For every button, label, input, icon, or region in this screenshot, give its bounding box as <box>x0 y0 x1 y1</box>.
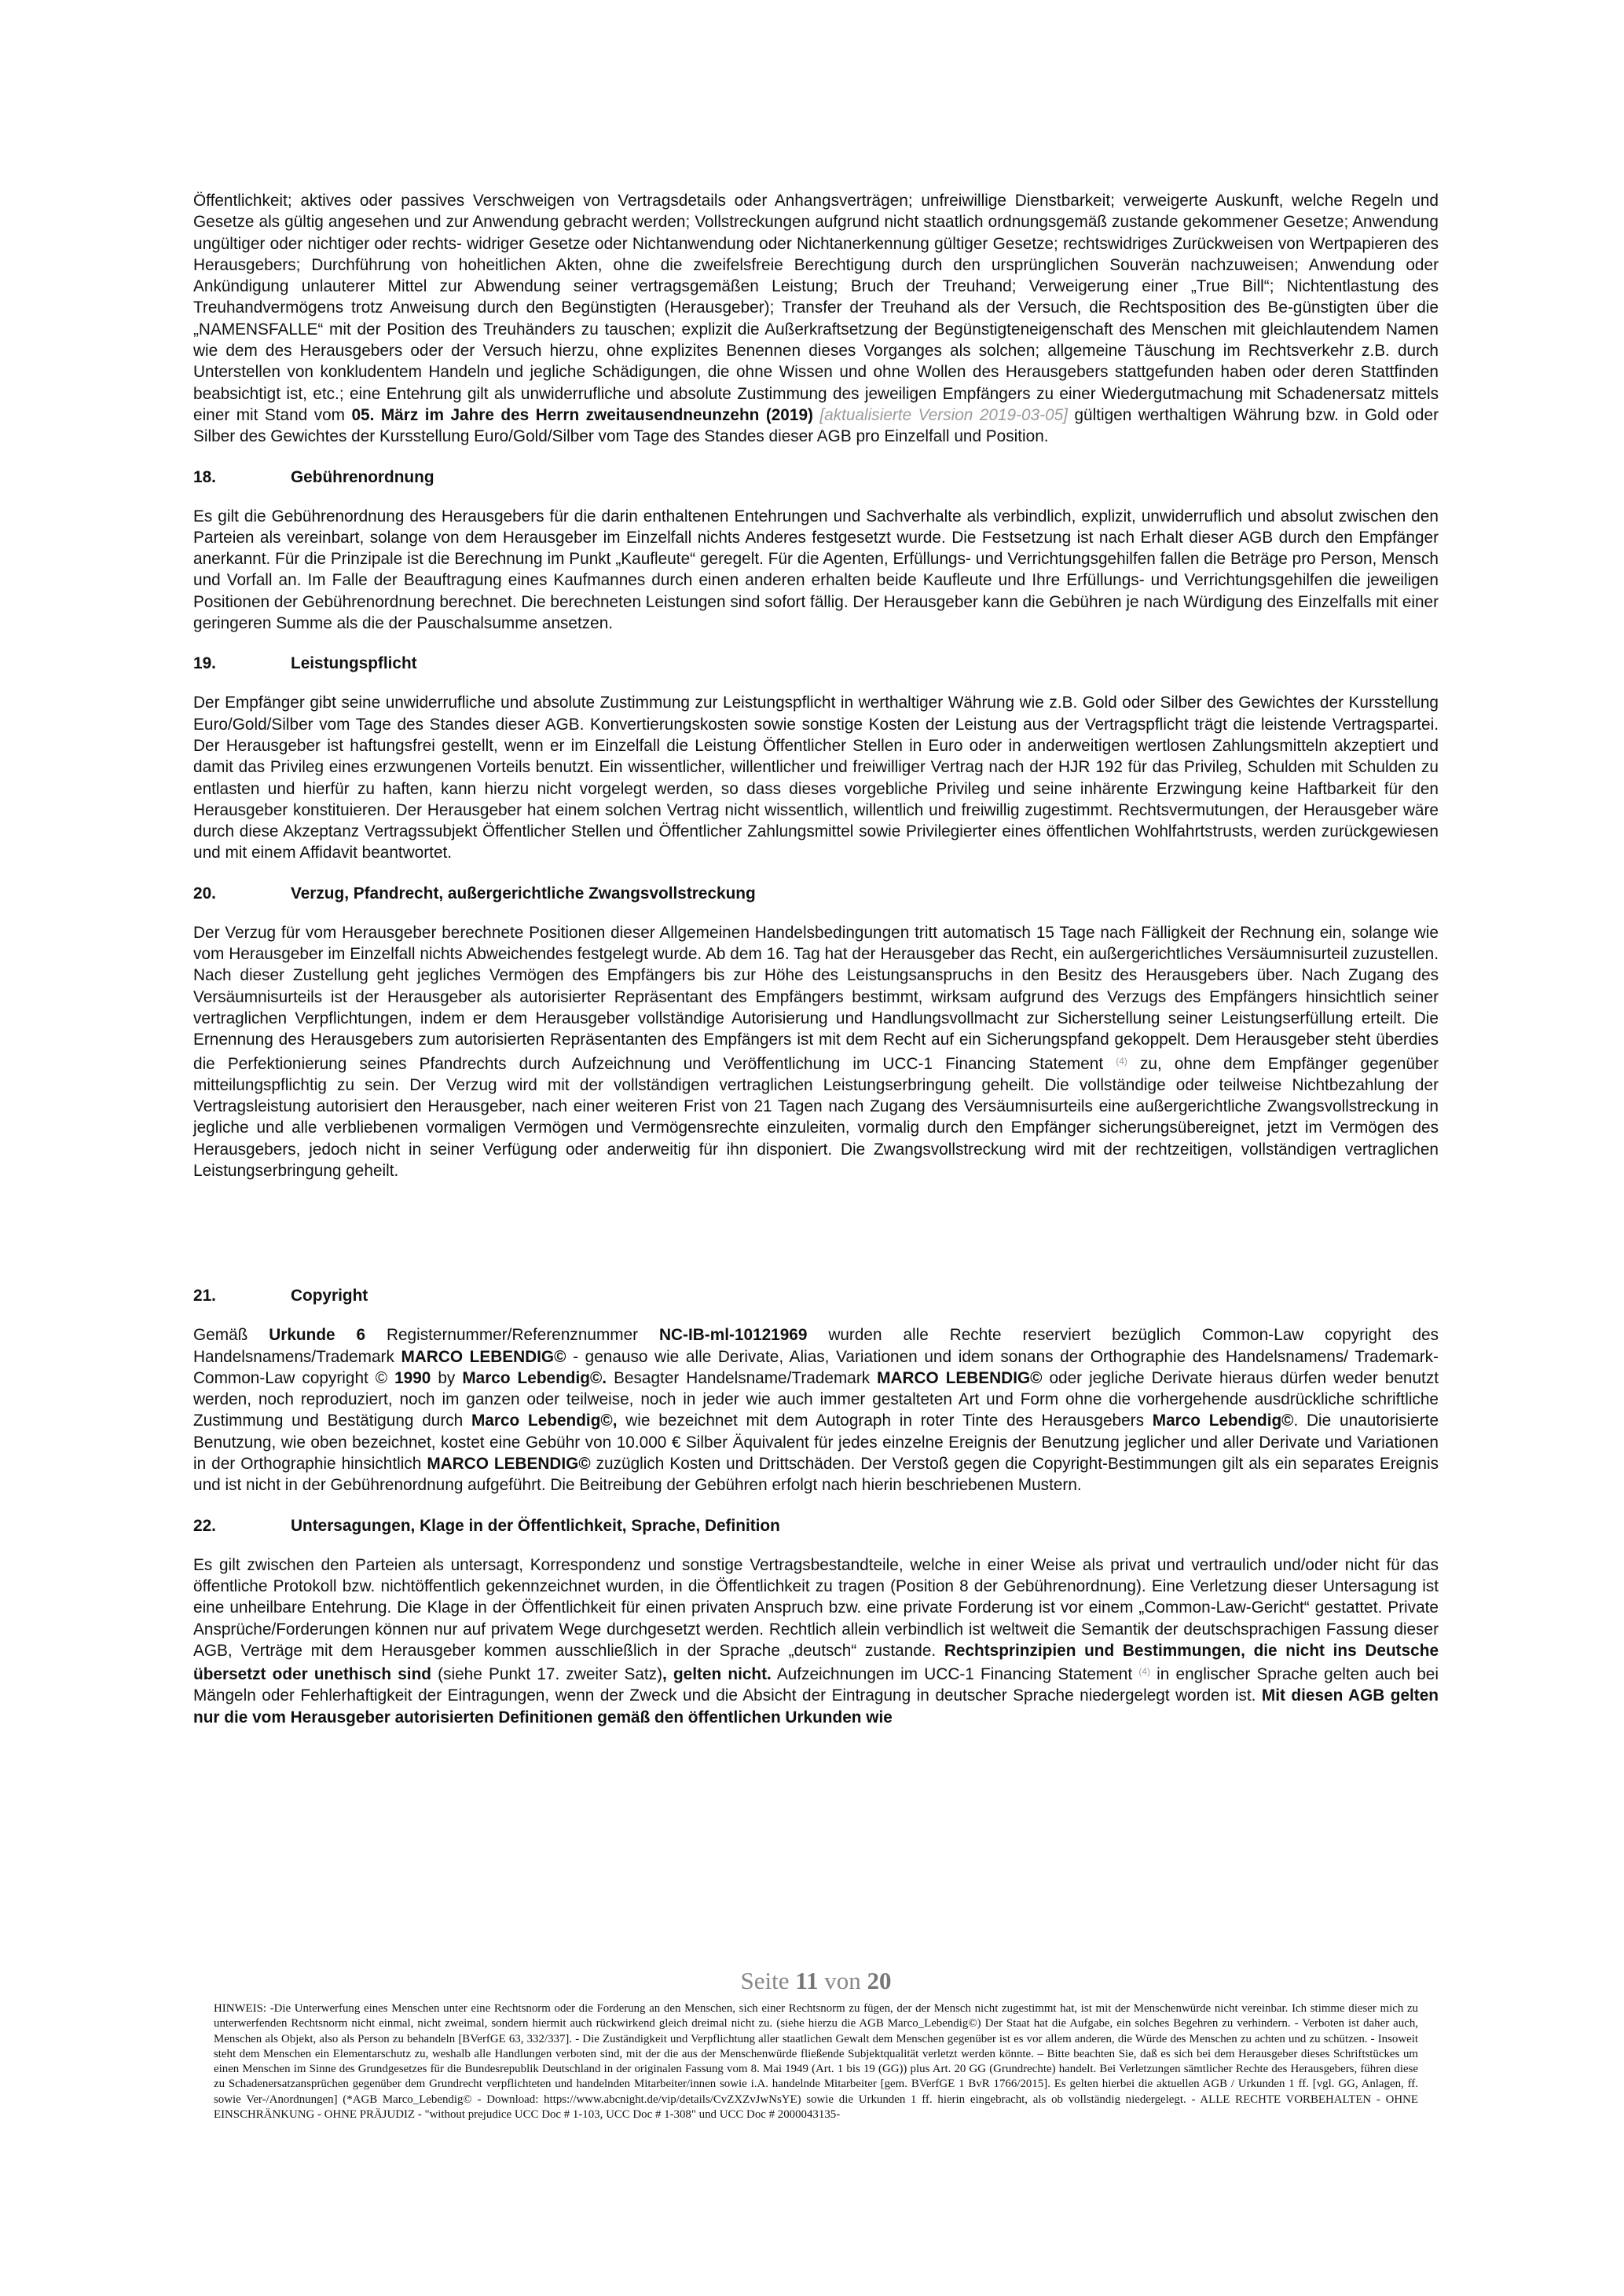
section-heading-21 <box>193 1285 1439 1306</box>
section-heading-22 <box>193 1515 1439 1536</box>
section-title: Gebührenordnung <box>291 467 434 486</box>
total-pages: 20 <box>867 1967 892 1994</box>
emphasis-text: Mit diesen AGB gelten nur die vom Herausgeber autorisierten Definitionen gemäß den öffentlichen Urkunden wie <box>193 1686 1439 1727</box>
footnote-marker: (4) <box>1116 1055 1127 1067</box>
trademark-name: Marco Lebendig©, <box>471 1412 618 1430</box>
paragraph-text: Der Verzug für vom Herausgeber berechnete Positionen dieser Allgemeinen Handelsbedingungen tritt automatisch 15 Tage nach Fälligkeit der Rechnung ein, solange wie vom Herausgeber im Einzelfall nichts Abweichendes festgelegt wurde. Ab dem 16. Tag hat der Herausgeber das Recht, ein außergerichtliches Versäumnisurteil zuzustellen. Nach dieser Zustellung geht jegliches Vermögen des Empfängers bis zur Höhe des Leistungsanspruchs in den Besitz des Herausgebers über. Nach Zugang des Versäumnisurteils ist der Herausgeber als autorisierter Repräsentant des Empfängers bestimmt, wirksam aufgrund des Verzugs des Empfängers hinsichtlich seiner vertraglichen Verpflichtungen, indem er dem Herausgeber vollständige Autorisierung und Handlungsvollmacht zur Sicherstellung seiner Leistungserfüllung erteilt. Die Ernennung des Herausgebers zum autorisierten Repräsentanten des Empfängers ist mit dem Recht auf ein Sicherungspfand gekoppelt. Dem Herausgeber steht überdies die Perfektionierung seines Pfandrechts durch Aufzeichnung und Veröffentlichung im UCC-1 Financing Statement <box>193 923 1439 1073</box>
paragraph-19: Der Empfänger gibt seine unwiderrufliche und absolute Zustimmung zur Leistungspflicht in werthaltiger Währung wie z.B. Gold oder Silber des Gewichtes der Kursstellung Euro/Gold/Silber vom Tage des Standes dieser AGB. Konvertierungskosten sowie sonstige Kosten der Leistung aus der Vertragspflicht trägt die leistende Vertragspartei. Der Herausgeber ist haftungsfrei gestellt, wenn er im Einzelfall die Leistung Öffentlicher Stellen in Euro oder in anderweitigen wertlosen Zahlungsmitteln akzeptiert und damit das Privileg eines erzwungenen Vorteils benutzt. Ein wissentlicher, willentlicher und freiwilliger Vertrag nach der HJR 192 für das Privileg, Schulden mit Schulden zu entlasten und hierfür zu haften, kann hierzu nicht vorgelegt werden, so dass dieses vorgebliche Privileg und seine inhärente Erzwingung keine Haftbarkeit für den Herausgeber konstituieren. Der Herausgeber hat einem solchen Vertrag nicht wissentlich, willentlich und freiwillig zugestimmt. Rechtsvermutungen, der Herausgeber wäre durch diese Akzeptanz Vertragssubjekt Öffentlicher Stellen und Öffentlicher Zahlungsmittel sowie Privilegierter eines öffentlichen Wohlfahrtstrusts, werden zurückgewiesen und mit einem Affidavit beantwortet. <box>193 694 1439 862</box>
paragraph-text: (siehe Punkt 17. zweiter Satz) <box>431 1665 662 1684</box>
section-title: Verzug, Pfandrecht, außergerichtliche Zwangsvollstreckung <box>291 884 756 903</box>
trademark-name: Marco Lebendig©. <box>462 1368 607 1387</box>
paragraph-text: zuzüglich Kosten und Drittschäden. Der Verstoß gegen die Copyright-Bestimmungen gilt als ein separates Ereignis und ist nicht in der Gebührenordnung aufgeführt. Die Beitreibung der Gebühren erfolgt nach hierin beschriebenen Mustern. <box>193 1455 1439 1495</box>
paragraph-text: zu, ohne dem Empfänger gegenüber mitteilungspflichtig zu sein. Der Verzug wird mit der vollständigen vertraglichen Leistungserbringung geheilt. Die vollständige oder teilweise Nichtbezahlung der Vertragsleistung autorisiert den Herausgeber, nach einer weiteren Frist von 21 Tagen nach Zugang des Versäumnisurteils eine außergerichtliche Zwangsvollstreckung in jegliche und alle verbliebenen vormaligen Vermögen und Vermögensrechte einzuleiten, vormalig durch den Empfänger sicherungsübereignet, jetzt im Vermögen des Herausgebers, jedoch nicht in seiner Verfügung oder anderweitig für ihn disponiert. Die Zwangsvollstreckung wird mit der rechtzeitigen, vollständigen vertraglichen Leistungserbringung geheilt. <box>193 1054 1439 1180</box>
paragraph-text: oder jegliche Derivate hieraus dürfen weder benutzt werden, noch reproduziert, noch im ganzen oder teilweise, noch in jeder wie auch immer gestalteten Art und Form ohne die vorhergehende ausdrückliche schriftliche Zustimmung und Bestätigung durch <box>193 1368 1439 1430</box>
trademark-name: MARCO LEBENDIG© <box>427 1455 591 1474</box>
paragraph-text: - genauso wie alle Derivate, Alias, Variationen und idem sonans der Orthographie des Handelsnamens/ Trademark-Common-Law copyright © <box>193 1347 1439 1387</box>
paragraph-text: Gemäß <box>193 1326 269 1345</box>
section-title: Leistungspflicht <box>291 654 417 673</box>
paragraph-text: in englischer Sprache gelten auch bei Mängeln oder Fehlerhaftigkeit der Eintragungen, wenn der Zweck und die Absicht der Eintragung in deutscher Sprache niedergelegt worden ist. <box>193 1665 1439 1705</box>
section-heading-20 <box>193 883 1439 904</box>
section-title: Copyright <box>291 1287 368 1305</box>
section-heading-18 <box>193 467 1439 488</box>
paragraph-17-continuation <box>193 190 1439 448</box>
trademark-name: MARCO LEBENDIG© <box>877 1368 1043 1387</box>
page-separator: von <box>824 1967 861 1994</box>
copyright-year: 1990 <box>394 1368 431 1387</box>
section-heading-19 <box>193 653 1439 674</box>
page-number <box>214 1967 1418 1995</box>
section-number: 18. <box>193 467 216 486</box>
paragraph-22 <box>193 1554 1439 1728</box>
paragraph-text: Aufzeichnungen im UCC-1 Financing Statement <box>771 1665 1133 1684</box>
section-number: 22. <box>193 1516 216 1535</box>
paragraph-text: wurden alle Rechte reserviert bezüglich Common-Law copyright des Handelsnamens/Trademark <box>193 1326 1439 1366</box>
trademark-name: Marco Lebendig© <box>1152 1412 1294 1430</box>
paragraph-text: by <box>431 1368 463 1387</box>
paragraph-20 <box>193 922 1439 1182</box>
section-number: 19. <box>193 654 216 673</box>
paragraph-text: Registernummer/Referenznummer <box>365 1326 660 1345</box>
paragraph-text: . Die unautorisierte Benutzung, wie oben bezeichnet, kostet eine Gebühr von 10.000 € Silber Äquivalent für jedes einzelne Ereignis der Benutzung jeglicher und aller Derivate und Variationen in der Orthographie hinsichtlich <box>193 1412 1439 1474</box>
paragraph-text: Öffentlichkeit; aktives oder passives Verschweigen von Vertragsdetails oder Anhangsverträgen; unfreiwillige Dienstbarkeit; verweigerte Auskunft, welche Regeln und Gesetze als gültig angesehen und zur Anwendung gebracht werden; Vollstreckungen aufgrund nicht staatlich ordnungsgemäß zustande gekommener Gesetze; Anwendung ungültiger oder nichtiger oder rechts- widriger Gesetze oder Nichtanwendung oder Nichtanerkennung gültiger Gesetze; rechtswidriges Zurückweisen von Wertpapieren des Herausgebers; Durchführung von hoheitlichen Akten, ohne die zweifelsfreie Berechtigung durch den ursprünglichen Souverän nachzuweisen; Anwendung oder Ankündigung unlauterer Mittel zur Abwendung seiner vertragsgemäßen Leistung; Bruch der Treuhand; Verweigerung einer „True Bill“; Nichtentlastung des Treuhandvermögens trotz Anweisung durch den Begünstigten (Herausgeber); Transfer der Treuhand als der Versuch, die Rechtsposition des Be-günstigten über die „NAMENSFALLE“ mit der Position des Treuhänders zu tauschen; explizit die Außerkraftsetzung der Begünstigteneigenschaft des Menschen mit gleichlautendem Namen wie dem des Herausgebers oder der Versuch hierzu, ohne explizites Benennen dieses Vorganges als solchen; allgemeine Täuschung im Rechtsverkehr z.B. durch Unterstellen von konkludentem Handeln und jegliche Schädigungen, die ohne Wissen und ohne Wollen des Herausgebers stattgefunden haben oder deren Stattfinden beabsichtigt ist, etc.; eine Entehrung gilt als unwiderrufliche und absolute Zustimmung des jeweiligen Empfängers zu einer Wiedergutmachung mit Schadenersatz mittels einer mit Stand vom <box>193 192 1439 424</box>
trademark-name: MARCO LEBENDIG© <box>401 1347 566 1366</box>
paragraph-21 <box>193 1324 1439 1496</box>
paragraph-text: gültigen werthaltigen Währung bzw. in Gold oder Silber des Gewichtes der Kursstellung Euro/Gold/Silber vom Tage des Standes dieser AGB pro Einzelfall und Position. <box>193 405 1439 446</box>
document-reference: Urkunde 6 <box>269 1326 366 1345</box>
page-label: Seite <box>740 1967 790 1994</box>
section-number: 21. <box>193 1287 216 1305</box>
page-content <box>193 190 1439 1728</box>
paragraph-text: Besagter Handelsname/Trademark <box>607 1368 878 1387</box>
register-number: NC-IB-ml-10121969 <box>659 1326 808 1345</box>
date-emphasis: 05. März im Jahre des Herrn zweitausendneunzehn (2019) <box>351 405 813 424</box>
page-footer <box>214 1967 1418 2122</box>
emphasis-text: , gelten nicht. <box>662 1665 772 1684</box>
legal-notice: HINWEIS: -Die Unterwerfung eines Menschen unter eine Rechtsnorm oder die Forderung an den Menschen, sich einer Rechtsnorm zu fügen, der der Mensch nicht zugestimmt hat, ist mit der Menschenwürde nicht vereinbar. Ich stimme dieser mich zu unterwerfenden Rechtsnorm nicht einmal, nicht zweimal, sondern hiermit auch rückwirkend gleich dreimal nicht zu. (siehe hierzu die AGB Marco_Lebendig©) Der Staat hat die Aufgabe, ein solches Begehren zu verhindern. - Verboten ist daher auch, Menschen als Objekt, also als Person zu behandeln [BVerfGE 63, 332/337]. - Die Zuständigkeit und Verpflichtung aller staatlichen Gewalt dem Menschen gegenüber ist es vor allem anderen, die Würde des Menschen zu achten und zu schützen. - Insoweit steht dem Menschen ein Elementarschutz zu, weshalb alle Handlungen verboten sind, mit der die aus der Menschenwürde fließende Subjektqualität verletzt werden könnte. – Bitte beachten Sie, daß es sich bei dem Herausgeber dieses Schriftstückes um einen Menschen im Sinne des Grundgesetzes für die Bundesrepublik Deutschland in der originalen Fassung vom 8. Mai 1949 (Art. 1 bis 19 (GG)) plus Art. 20 GG (Grundrechte) handelt. Bei Verletzungen sämtlicher Rechte des Herausgebers, führen diese zu Schadenersatzansprüchen gegenüber dem Grundrecht verpflichteten und handelnden Mitarbeiter/innen sowie i.A. handelnde Mitarbeiter [gem. BVerfGE 1 BvR 1766/2015]. Es gelten hierbei die aktuellen AGB / Urkunden 1 ff. [vgl. GG, Anlagen, ff. sowie Ver-/Anordnungen] (*AGB Marco_Lebendig© - Download: https://www.abcnight.de/vip/details/CvZXZvJwNsYE) sowie die Urkunden 1 ff. hierin eingebracht, als ob vollständig niedergelegt. - ALLE RECHTE VORBEHALTEN - OHNE EINSCHRÄNKUNG - OHNE PRÄJUDIZ - "without prejudice UCC Doc # 1-103, UCC Doc # 1-308" und UCC Doc # 2000043135- <box>214 2002 1418 2122</box>
paragraph-text: Es gilt zwischen den Parteien als untersagt, Korrespondenz und sonstige Vertragsbestandteile, welche in einer Weise als privat und vertraulich und/oder nicht für das öffentliche Protokoll bzw. nichtöffentlich gekennzeichnet wurden, in die Öffentlichkeit zu tragen (Position 8 der Gebührenordnung). Eine Verletzung dieser Untersagung ist eine unheilbare Entehrung. Die Klage in der Öffentlichkeit für einen privaten Anspruch bzw. eine private Forderung ist vor einem „Common-Law-Gericht“ gestattet. Private Ansprüche/Forderungen können nur auf privatem Wege durchgesetzt werden. Rechtlich allein verbindlich ist weltweit die Semantik der deutschsprachigen Fassung dieser AGB, Verträge mit dem Herausgeber kommen ausschließlich in der Sprache „deutsch“ zustande. <box>193 1555 1439 1660</box>
paragraph-text: wie bezeichnet mit dem Autograph in roter Tinte des Herausgebers <box>617 1412 1153 1430</box>
emphasis-text: Rechtsprinzipien und Bestimmungen, die nicht ins Deutsche übersetzt oder unethisch sind <box>193 1641 1439 1684</box>
section-title: Untersagungen, Klage in der Öffentlichkeit, Sprache, Definition <box>291 1516 780 1535</box>
current-page: 11 <box>795 1967 819 1994</box>
paragraph-18: Es gilt die Gebührenordnung des Herausgebers für die darin enthaltenen Entehrungen und Sachverhalte als verbindlich, explizit, unwiderruflich und absolut zwischen den Parteien als vereinbart, solange von dem Herausgeber im Einzelfall nichts Anderes festgesetzt wurde. Die Festsetzung ist nach Erhalt dieser AGB durch den Empfänger anerkannt. Für die Prinzipale ist die Berechnung im Punkt „Kaufleute“ geregelt. Für die Agenten, Erfüllungs- und Verrichtungsgehilfen fallen die Beträge pro Person, Mensch und Vorfall an. Im Falle der Beauftragung eines Kaufmannes durch einen anderen erhalten beide Kaufleute und Ihre Erfüllungs- und Verrichtungsgehilfen die jeweiligen Positionen der Gebührenordnung berechnet. Die berechneten Leistungen sind sofort fällig. Der Herausgeber kann die Gebühren je nach Würdigung des Einzelfalls mit einer geringeren Summe als die der Pauschalsumme ansetzen. <box>193 507 1439 633</box>
footnote-marker: (4) <box>1138 1666 1150 1678</box>
section-number: 20. <box>193 884 216 903</box>
version-note: [aktualisierte Version 2019-03-05] <box>819 405 1068 424</box>
